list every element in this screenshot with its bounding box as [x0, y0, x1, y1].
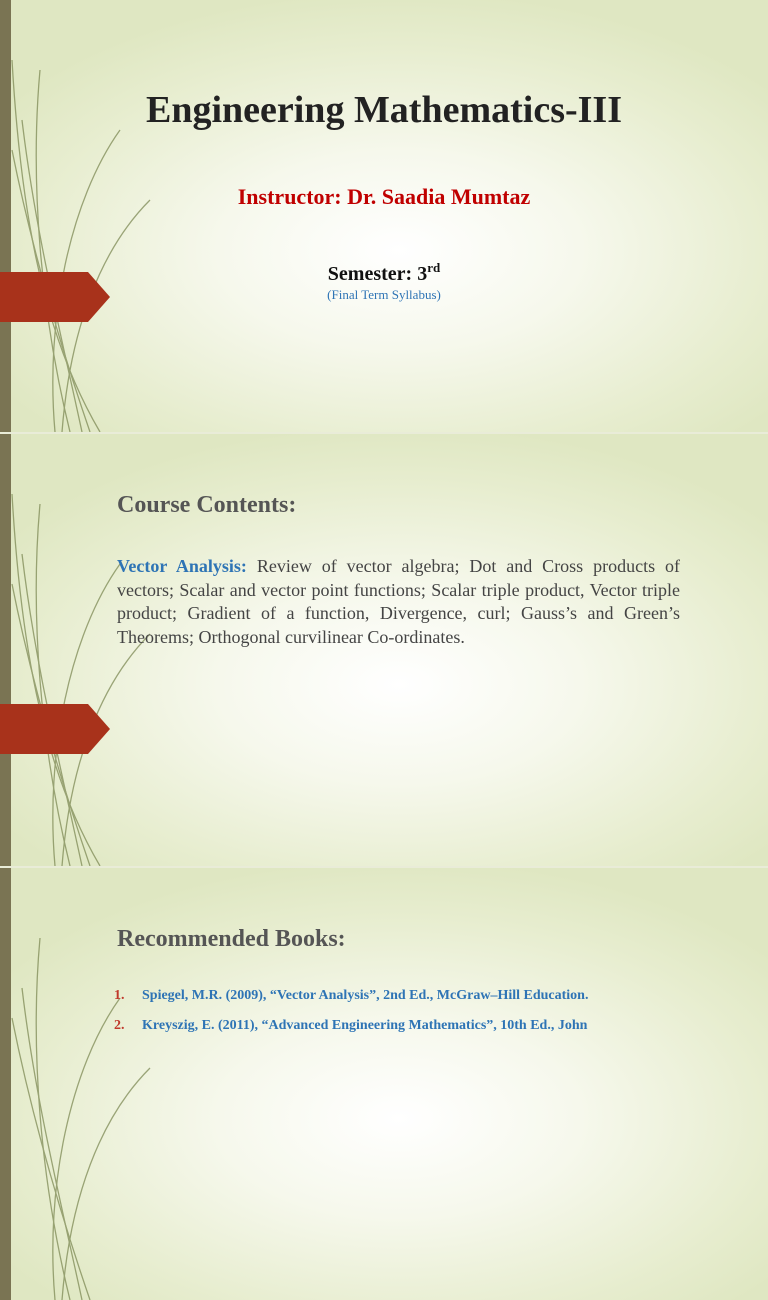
- course-description: [117, 555, 680, 649]
- list-number: 2.: [114, 1018, 125, 1033]
- topic-label: Vector Analysis:: [117, 556, 247, 576]
- slide-recommended-books: [0, 868, 768, 1300]
- arrow-marker: [0, 704, 110, 754]
- decorative-lines: [0, 0, 200, 432]
- section-heading: Course Contents:: [117, 492, 297, 518]
- book-citation: Kreyszig, E. (2011), “Advanced Engineering Mathematics”, 10th Ed., John: [142, 1018, 588, 1033]
- syllabus-note: (Final Term Syllabus): [327, 287, 441, 302]
- list-item: [112, 1016, 712, 1035]
- instructor-name: Instructor: Dr. Saadia Mumtaz: [237, 184, 531, 209]
- semester-label: [0, 260, 768, 286]
- book-citation: Spiegel, M.R. (2009), “Vector Analysis”, 2nd Ed., McGraw–Hill Education.: [142, 988, 589, 1003]
- slide-course-contents: [0, 434, 768, 866]
- topic-body: Review of vector algebra; Dot and Cross products of vectors; Scalar and vector point functions; Scalar triple product, Vector triple product; Gradient of a function, Divergence, curl; Gauss’s and Green’s Theorems; Orthogonal curvilinear Co-ordinates.: [117, 556, 680, 647]
- list-item: [112, 986, 712, 1005]
- semester-superscript: rd: [427, 260, 441, 275]
- list-number: 1.: [114, 988, 125, 1003]
- slide-title: [0, 0, 768, 432]
- section-heading: Recommended Books:: [117, 926, 346, 952]
- page-title: Engineering Mathematics-III: [145, 89, 623, 131]
- book-list: [112, 986, 712, 1046]
- semester-text: Semester: 3: [327, 263, 428, 285]
